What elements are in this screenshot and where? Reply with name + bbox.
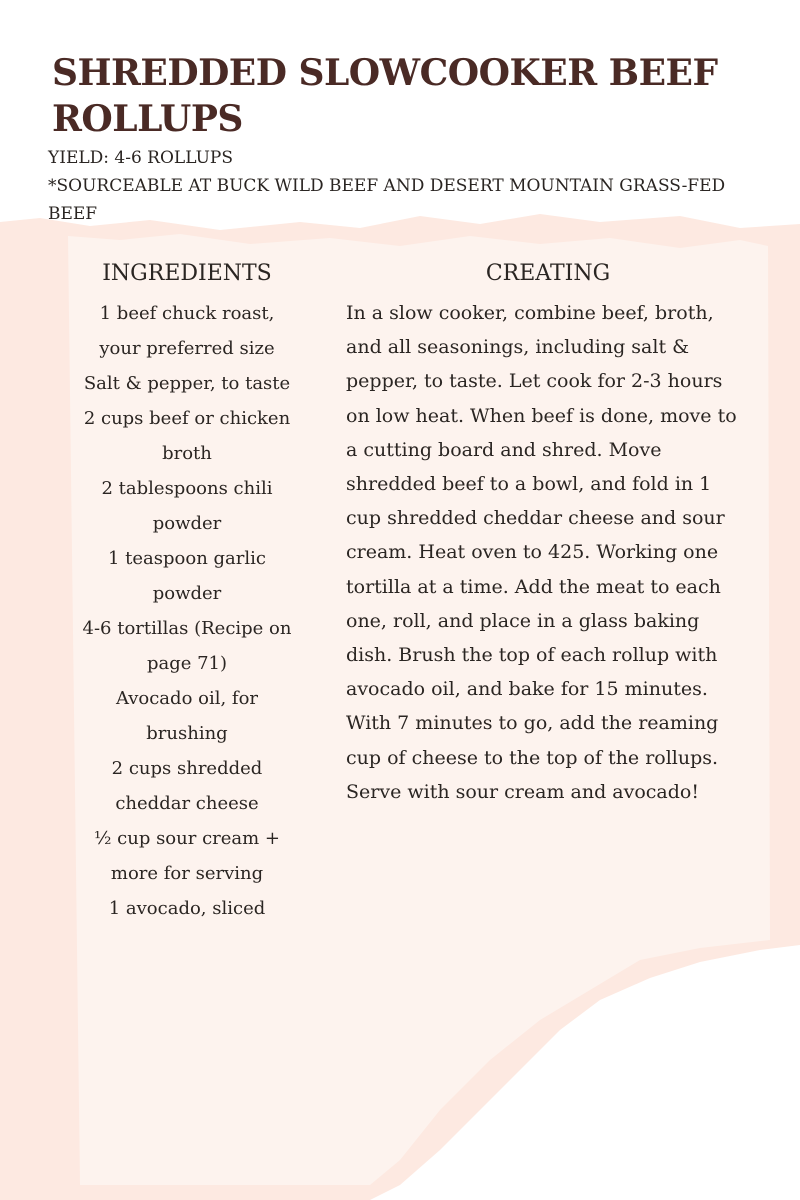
ingredient-item: 1 beef chuck roast, your preferred size [99, 303, 275, 359]
ingredient-item: 4-6 tortillas (Recipe on page 71) [82, 618, 292, 674]
ingredient-item: 2 tablespoons chili powder [101, 478, 273, 534]
ingredient-list [82, 296, 292, 926]
instructions-text: In a slow cooker, combine beef, broth, and all seasonings, including salt & pepper, to taste. Let cook for 2-3 hours on low heat. When beef is done, move to a cutting board and shred. Move shredded beef to a bowl, and fold in 1 cup shredded cheddar cheese and sour cream. Heat oven to 425. Working one tortilla at a time. Add the meat to each one, roll, and place in a glass baking dish. Brush the top of each rollup with avocado oil, and bake for 15 minutes. With 7 minutes to go, add the reaming cup of cheese to the top of the rollups. Serve with sour cream and avocado! [346, 302, 737, 803]
ingredient-item: 1 avocado, sliced [108, 898, 266, 919]
ingredients-section [82, 258, 292, 926]
ingredients-heading: INGREDIENTS [102, 261, 272, 286]
recipe-meta [48, 144, 768, 228]
ingredient-item: Avocado oil, for brushing [115, 688, 259, 744]
recipe-yield: YIELD: 4-6 ROLLUPS [48, 148, 233, 168]
recipe-title: SHREDDED SLOWCOOKER BEEF ROLLUPS [52, 52, 718, 140]
ingredient-item: Salt & pepper, to taste [83, 373, 291, 394]
ingredient-item: 2 cups shredded cheddar cheese [111, 758, 263, 814]
creating-heading: CREATING [485, 261, 611, 286]
source-note: *SOURCEABLE AT BUCK WILD BEEF AND DESERT MOUNTAIN GRASS-FED BEEF [48, 176, 726, 224]
creating-section [346, 258, 750, 809]
ingredient-item: 1 teaspoon garlic powder [108, 548, 266, 604]
ingredient-item: 2 cups beef or chicken broth [83, 408, 291, 464]
ingredient-item: ½ cup sour cream + more for serving [93, 828, 281, 884]
